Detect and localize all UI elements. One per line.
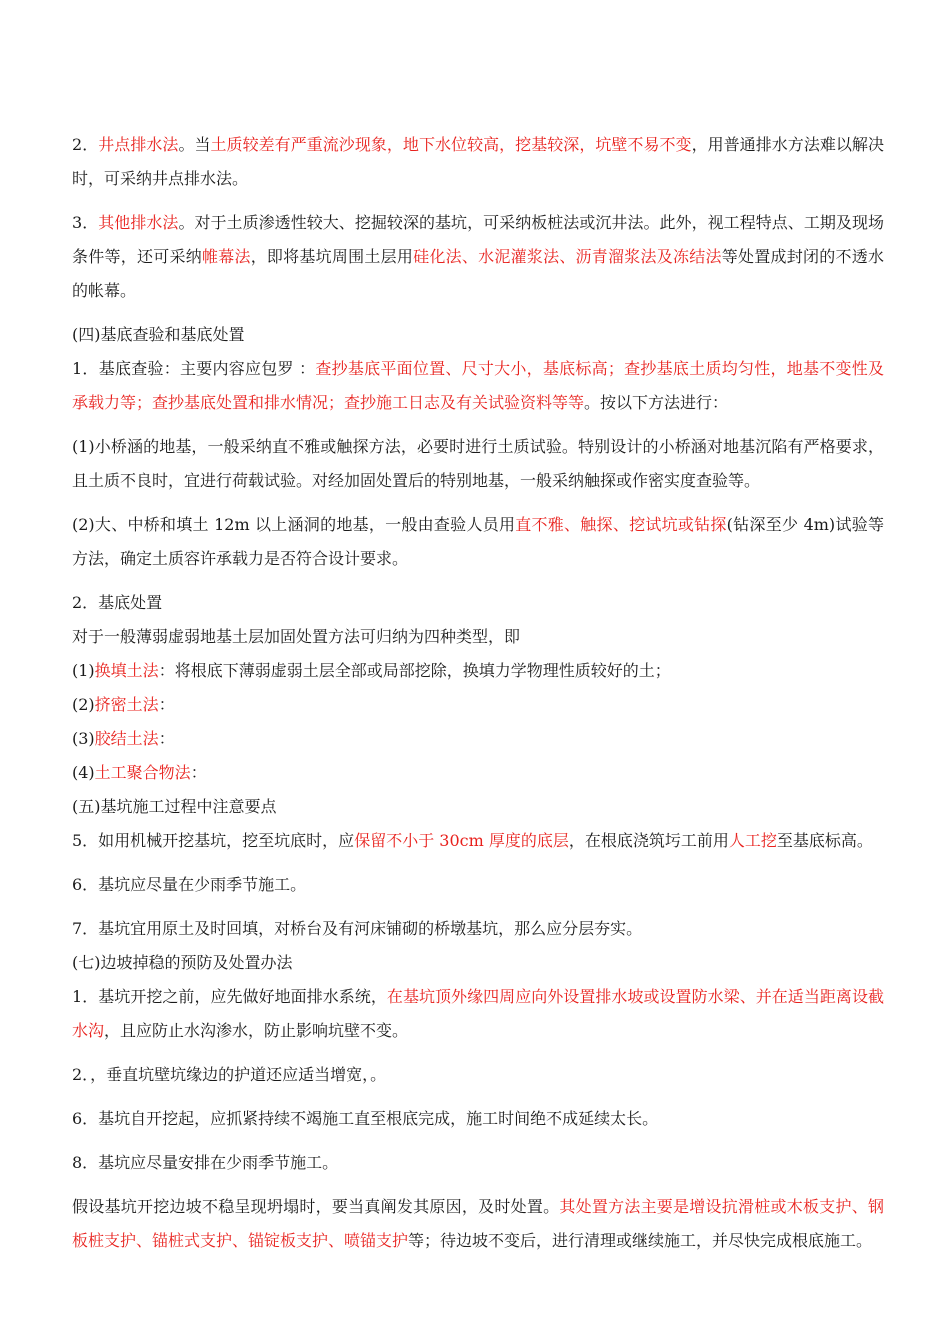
text-run: ： <box>158 729 175 748</box>
text-run: (钻深至少 4m)试验等方法，确定土质容许承载力是否符合设计要求。 <box>72 515 884 568</box>
highlighted-text: 在基坑顶外缘四周应向外设置排水坡或设置防水梁、并在适当距离设截水沟 <box>72 987 884 1040</box>
section-line <box>72 318 884 352</box>
text-run: 2． <box>72 135 99 154</box>
paragraph <box>72 1102 884 1136</box>
text-run: ：将根底下薄弱虚弱土层全部或局部挖除，换填力学物理性质较好的土； <box>158 661 671 680</box>
highlighted-text: 土工聚合物法 <box>94 763 191 782</box>
highlighted-text: 换填土法 <box>94 661 159 680</box>
section-line <box>72 620 884 654</box>
text-run: 等；待边坡不变后，进行清理或继续施工，并尽快完成根底施工。 <box>408 1231 873 1250</box>
text-run: ： <box>190 763 207 782</box>
text-run: 2．基底处置 <box>72 593 163 612</box>
text-run: ： <box>158 695 175 714</box>
paragraph <box>72 430 884 498</box>
highlighted-text: 保留不小于 30cm 厚度的底层 <box>354 831 569 850</box>
section-line <box>72 912 884 946</box>
highlighted-text: 直不雅、触探、挖试坑或钻探 <box>515 515 727 534</box>
text-run: (七)边坡掉稳的预防及处置办法 <box>72 953 293 972</box>
highlighted-text: 查抄基底平面位置、尺寸大小，基底标高；查抄基底土质均匀性，地基不变性及承载力等；查抄基底处置和排水情况；查抄施工日志及有关试验资料等等 <box>72 359 884 412</box>
paragraph <box>72 1058 884 1092</box>
section-line <box>72 756 884 790</box>
text-run: 对于一般薄弱虚弱地基土层加固处置方法可归纳为四种类型，即 <box>72 627 521 646</box>
text-run: (2) <box>72 695 95 714</box>
section-line <box>72 790 884 824</box>
text-run: 。按以下方法进行： <box>584 393 729 412</box>
highlighted-text: 胶结土法 <box>94 729 159 748</box>
highlighted-text: 其他排水法 <box>98 213 179 232</box>
paragraph <box>72 980 884 1048</box>
highlighted-text: 井点排水法 <box>98 135 179 154</box>
text-run: 等处置成封闭的不透水的帐幕。 <box>72 247 884 300</box>
text-run: 8．基坑应尽量安排在少雨季节施工。 <box>72 1153 339 1172</box>
paragraph <box>72 206 884 308</box>
highlighted-text: 帷幕法 <box>201 247 251 266</box>
text-run: 至基底标高。 <box>776 831 873 850</box>
section-line <box>72 722 884 756</box>
text-run: 6．基坑应尽量在少雨季节施工。 <box>72 875 307 894</box>
text-run: 。对于土质渗透性较大、挖掘较深的基坑，可采纳板桩法或沉井法。此外，视工程特点、工期及现场条件等，还可采纳 <box>72 213 884 266</box>
text-run: 7．基坑宜用原土及时回填，对桥台及有河床铺砌的桥墩基坑，那么应分层夯实。 <box>72 919 643 938</box>
paragraph <box>72 508 884 576</box>
section-line <box>72 654 884 688</box>
text-run: (2)大、中桥和填土 12m 以上涵洞的地基，一般由查验人员用 <box>72 515 516 534</box>
text-run: 5．如用机械开挖基坑，挖至坑底时，应 <box>72 831 355 850</box>
text-run: ，用普通排水方法难以解决时，可采纳井点排水法。 <box>72 135 884 188</box>
highlighted-text: 土质较差有严重流沙现象，地下水位较高，挖基较深，坑壁不易不变 <box>210 135 692 154</box>
highlighted-text: 挤密土法 <box>94 695 159 714</box>
section-line <box>72 586 884 620</box>
highlighted-text: 其处置方法主要是增设抗滑桩或木板支护、钢板桩支护、锚桩式支护、锚锭板支护、喷锚支护 <box>72 1197 884 1250</box>
text-run: (1) <box>72 661 95 680</box>
paragraph <box>72 128 884 196</box>
text-run: ，在根底浇筑圬工前用 <box>568 831 729 850</box>
text-run: 1．基坑开挖之前，应先做好地面排水系统， <box>72 987 387 1006</box>
paragraph <box>72 1146 884 1180</box>
highlighted-text: 硅化法、水泥灌浆法、沥青溜浆法及冻结法 <box>413 247 722 266</box>
text-run: (3) <box>72 729 95 748</box>
section-line <box>72 946 884 980</box>
section-line <box>72 688 884 722</box>
paragraph <box>72 352 884 420</box>
document-body <box>72 128 884 1268</box>
text-run: 6．基坑自开挖起，应抓紧持续不竭施工直至根底完成，施工时间绝不成延续太长。 <box>72 1109 659 1128</box>
text-run: 假设基坑开挖边坡不稳呈现坍塌时，要当真阐发其原因，及时处置。 <box>72 1197 560 1216</box>
text-run: ，即将基坑周围土层用 <box>250 247 414 266</box>
highlighted-text: 人工挖 <box>728 831 777 850</box>
text-run: (五)基坑施工过程中注意要点 <box>72 797 277 816</box>
paragraph <box>72 868 884 902</box>
paragraph <box>72 824 884 858</box>
text-run: (4) <box>72 763 95 782</box>
text-run: (四)基底查验和基底处置 <box>72 325 245 344</box>
text-run: 3． <box>72 213 99 232</box>
text-run: 2．，垂直坑壁坑缘边的护道还应适当增宽，。 <box>72 1065 387 1084</box>
text-run: ，且应防止水沟渗水，防止影响坑壁不变。 <box>104 1021 409 1040</box>
paragraph <box>72 1190 884 1258</box>
text-run: 。当 <box>178 135 211 154</box>
text-run: (1)小桥涵的地基，一般采纳直不雅或触探方法，必要时进行土质试验。特别设计的小桥涵对地基沉陷有严格要求，且土质不良时，宜进行荷载试验。对经加固处置后的特别地基，一般采纳触探或作密实度查验等。 <box>72 437 884 490</box>
text-run: 1．基底查验：主要内容应包罗 ： <box>72 359 316 378</box>
